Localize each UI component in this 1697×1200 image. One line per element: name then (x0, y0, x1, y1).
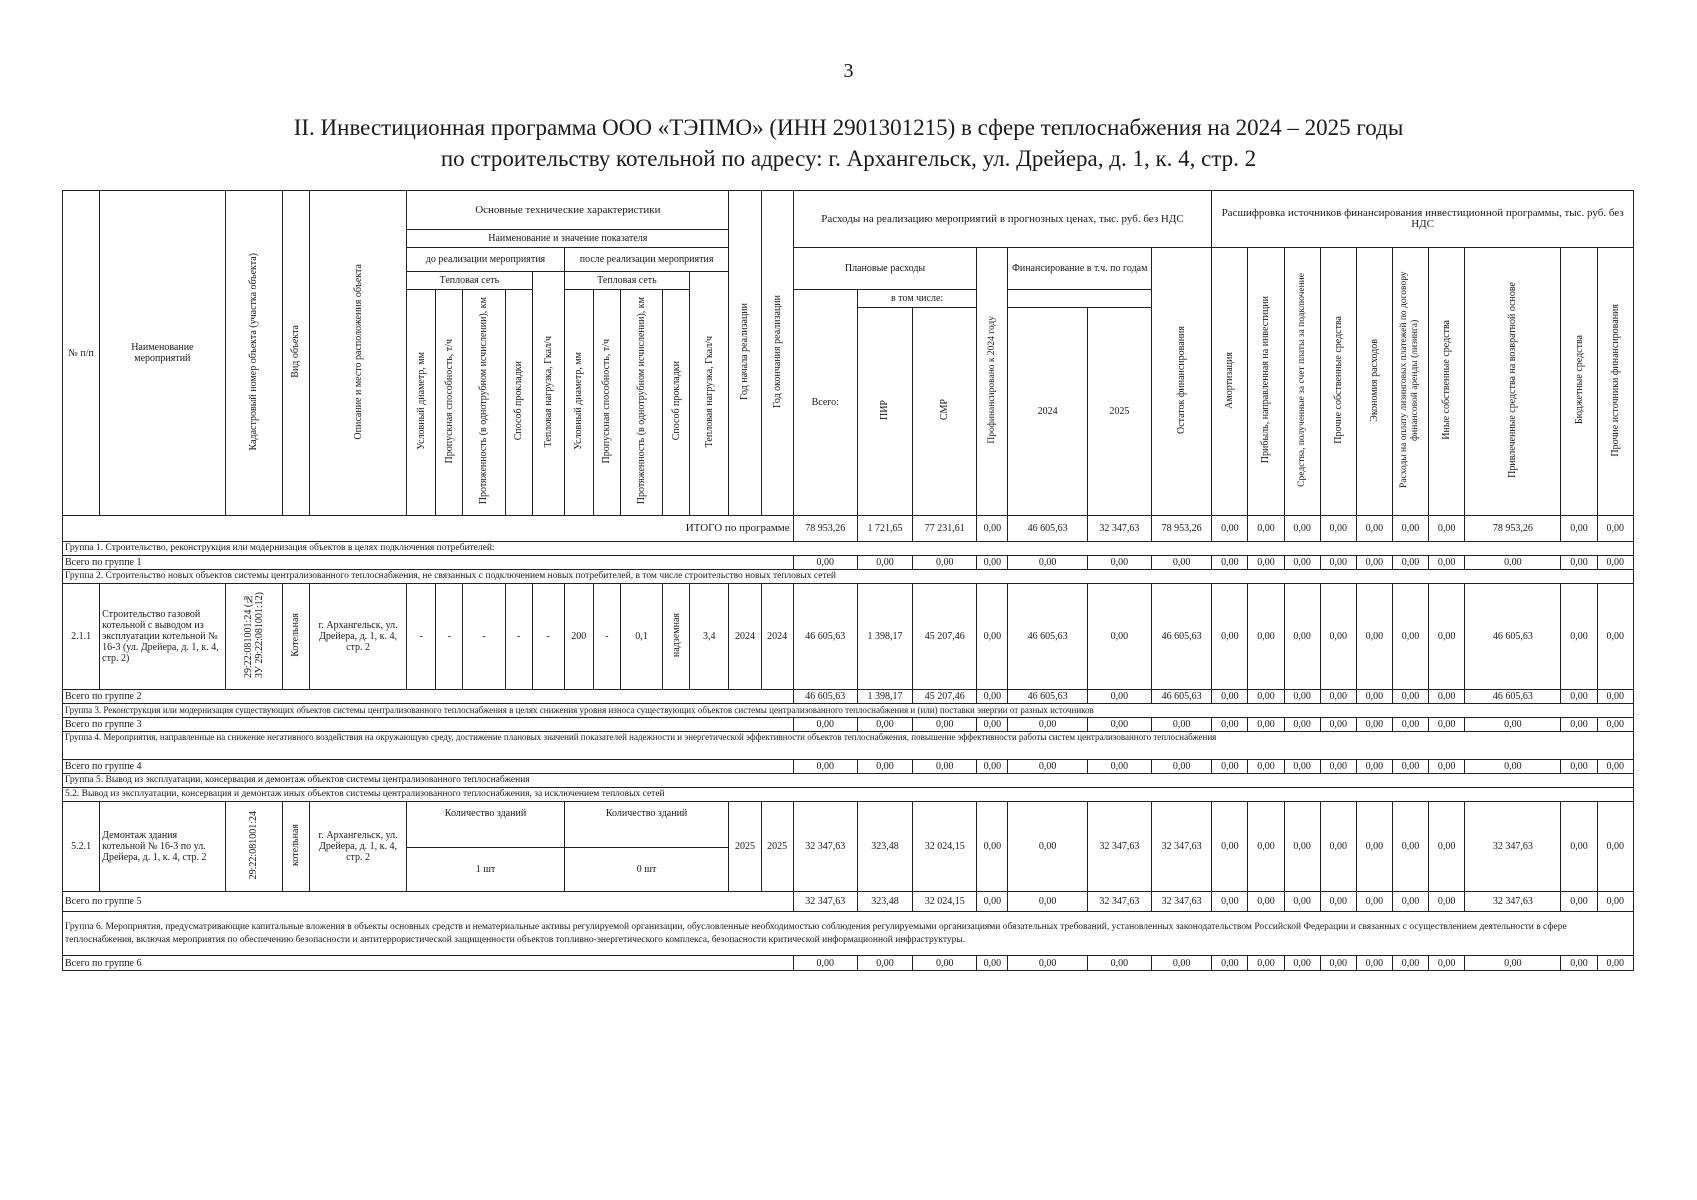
group-2-value: 0,00 (1561, 690, 1597, 704)
item-5-2-1-before-label: Количество зданий (407, 802, 565, 848)
group-2-value: 0,00 (1597, 690, 1633, 704)
group-2-value: 0,00 (1320, 690, 1356, 704)
item-2-1-1-before-value: - (463, 584, 505, 690)
header-smr: СМР (913, 308, 977, 516)
item-2-1-1-value: 0,00 (1320, 584, 1356, 690)
group-4-value: 0,00 (1087, 760, 1151, 774)
group-1-total-label: Всего по группе 1 (63, 556, 794, 570)
group-6-total-row (63, 956, 1634, 971)
group-3-value: 0,00 (1465, 718, 1561, 732)
group-2-value: 0,00 (1248, 690, 1284, 704)
group-2-value: 46 605,63 (1151, 690, 1211, 704)
itogo-value: 0,00 (1248, 516, 1284, 542)
group-1-value: 0,00 (793, 556, 857, 570)
group-3-value: 0,00 (1087, 718, 1151, 732)
itogo-value: 1 721,65 (857, 516, 912, 542)
group-2-value: 0,00 (1212, 690, 1248, 704)
group-6-value: 0,00 (1429, 956, 1465, 971)
group-2-value: 0,00 (1087, 690, 1151, 704)
group-6-value: 0,00 (1356, 956, 1392, 971)
item-2-1-1-year-end: 2024 (761, 584, 793, 690)
group-1-label: Группа 1. Строительство, реконструкция или модернизация объектов в целях подключения потребителей: (63, 542, 1634, 556)
group-1-value: 0,00 (977, 556, 1008, 570)
group-3-value: 0,00 (793, 718, 857, 732)
group-5-value: 323,48 (857, 892, 912, 912)
header-cadastral: Кадастровый номер объекта (участка объекта) (225, 191, 282, 516)
item-2-1-1-year-start: 2024 (729, 584, 761, 690)
header-desc: Описание и место расположения объекта (309, 191, 406, 516)
group-4-value: 0,00 (1212, 760, 1248, 774)
group-3-value: 0,00 (1320, 718, 1356, 732)
item-5-2-1-desc: г. Архангельск, ул. Дрейера, д. 1, к. 4, стр. 2 (309, 802, 406, 892)
item-2-1-1-value: 0,00 (1597, 584, 1633, 690)
group-4-value: 0,00 (1392, 760, 1428, 774)
group-3-total-row (63, 718, 1634, 732)
group-6-value: 0,00 (793, 956, 857, 971)
header-length-before: Протяженность (в однотрубном исчислении), км (463, 290, 505, 516)
group-1-value: 0,00 (1284, 556, 1320, 570)
item-5-2-1-after-value: 0 шт (564, 848, 729, 892)
group-3-value: 0,00 (1597, 718, 1633, 732)
group-3-value: 0,00 (913, 718, 977, 732)
item-2-1-1-type: Котельная (282, 584, 309, 690)
item-2-1-1-value: 0,00 (1284, 584, 1320, 690)
item-5-2-1-value: 0,00 (1284, 802, 1320, 892)
itogo-value: 78 953,26 (1465, 516, 1561, 542)
group-5-value: 0,00 (1248, 892, 1284, 912)
group-4-total-row (63, 760, 1634, 774)
item-5-2-1-value: 32 347,63 (1465, 802, 1561, 892)
group-3-value: 0,00 (1151, 718, 1211, 732)
item-2-1-1-after-diam: 200 (564, 584, 593, 690)
group-4-total-label: Всего по группе 4 (63, 760, 794, 774)
group-5-value: 32 347,63 (793, 892, 857, 912)
item-5-2-1-value: 0,00 (1212, 802, 1248, 892)
group-4-value: 0,00 (1429, 760, 1465, 774)
item-5-2-1-value: 0,00 (1561, 802, 1597, 892)
item-5-2-1-value: 0,00 (1392, 802, 1428, 892)
group-3-value: 0,00 (977, 718, 1008, 732)
group-3-value: 0,00 (1284, 718, 1320, 732)
group-2-value: 0,00 (1356, 690, 1392, 704)
header-total: Всего: (793, 290, 857, 516)
group-3-value: 0,00 (1008, 718, 1087, 732)
header-laying-before: Способ прокладки (505, 290, 532, 516)
itogo-value: 0,00 (1429, 516, 1465, 542)
item-5-2-1-value: 0,00 (1248, 802, 1284, 892)
group-3-value: 0,00 (1392, 718, 1428, 732)
group-1-value: 0,00 (1008, 556, 1087, 570)
item-5-2-1-value: 0,00 (1320, 802, 1356, 892)
header-pir: ПИР (857, 308, 912, 516)
item-2-1-1-name: Строительство газовой котельной с выводом из эксплуатации котельной № 16-3 (ул. Дрейера, д. 1, к. 4, стр. 2) (100, 584, 225, 690)
group-5-value: 0,00 (1356, 892, 1392, 912)
header-load-before: Тепловая нагрузка, Гкал/ч (532, 272, 564, 516)
itogo-value: 77 231,61 (913, 516, 977, 542)
group-1-value: 0,00 (1465, 556, 1561, 570)
item-2-1-1-value: 0,00 (977, 584, 1008, 690)
header-year-start: Год начала реализации (729, 191, 761, 516)
itogo-value: 78 953,26 (793, 516, 857, 542)
group-1-value: 0,00 (1087, 556, 1151, 570)
group-2-total-row (63, 690, 1634, 704)
header-planned: Плановые расходы (793, 248, 977, 290)
header-indicator: Наименование и значение показателя (407, 230, 729, 248)
group-1-value: 0,00 (1597, 556, 1633, 570)
group-2-total-label: Всего по группе 2 (63, 690, 794, 704)
group-4-value: 0,00 (1597, 760, 1633, 774)
item-2-1-1-after-laying: надземная (663, 584, 690, 690)
item-5-2-1-value: 0,00 (1597, 802, 1633, 892)
item-5-2-1-value: 0,00 (1356, 802, 1392, 892)
item-5-2-1-type: котельная (282, 802, 309, 892)
item-2-1-1-after-load: 3,4 (690, 584, 729, 690)
item-2-1-1-value: 46 605,63 (1465, 584, 1561, 690)
group-5-value: 0,00 (977, 892, 1008, 912)
group-1-value: 0,00 (1248, 556, 1284, 570)
itogo-value: 0,00 (1320, 516, 1356, 542)
group-3-value: 0,00 (1356, 718, 1392, 732)
group-6-value: 0,00 (1597, 956, 1633, 971)
item-2-1-1-desc: г. Архангельск, ул. Дрейера, д. 1, к. 4, стр. 2 (309, 584, 406, 690)
header-sources: Расшифровка источников финансирования инвестиционной программы, тыс. руб. без НДС (1212, 191, 1634, 248)
itogo-value: 0,00 (1284, 516, 1320, 542)
group-2-value: 46 605,63 (793, 690, 857, 704)
group-2-value: 0,00 (1284, 690, 1320, 704)
item-2-1-1-value: 46 605,63 (1151, 584, 1211, 690)
header-year-end: Год окончания реализации (761, 191, 793, 516)
header-name: Наименование мероприятий (100, 191, 225, 516)
group-2-value: 0,00 (977, 690, 1008, 704)
header-prefin: Профинансировано к 2024 году (977, 248, 1008, 516)
page-number: 3 (843, 60, 854, 82)
item-2-1-1-value: 0,00 (1212, 584, 1248, 690)
group-5-value: 0,00 (1561, 892, 1597, 912)
group-3-value: 0,00 (1212, 718, 1248, 732)
group-1-value: 0,00 (1561, 556, 1597, 570)
group-5-value: 0,00 (1284, 892, 1320, 912)
group-3-label: Группа 3. Реконструкция или модернизация существующих объектов системы централизованного теплоснабжения в целях снижения уровня износа существующих объектов системы централизованного теплоснабжения и (или) поставки энергии от разных источников (63, 704, 1634, 718)
header-other-own2: Иные собственные средства (1429, 248, 1465, 516)
group-4-value: 0,00 (1465, 760, 1561, 774)
header-capacity-before: Пропускная способность, т/ч (436, 290, 463, 516)
group-2-item-row (63, 584, 1634, 690)
group-6-value: 0,00 (857, 956, 912, 971)
item-2-1-1-value: 0,00 (1429, 584, 1465, 690)
group-4-value: 0,00 (913, 760, 977, 774)
group-2-value: 0,00 (1429, 690, 1465, 704)
group-3-value: 0,00 (1429, 718, 1465, 732)
group-6-value: 0,00 (1008, 956, 1087, 971)
header-capacity-after: Пропускная способность, т/ч (593, 290, 620, 516)
item-5-2-1-value: 32 024,15 (913, 802, 977, 892)
group-6-value: 0,00 (1151, 956, 1211, 971)
group-4-value: 0,00 (793, 760, 857, 774)
itogo-value: 0,00 (977, 516, 1008, 542)
header-tech: Основные технические характеристики (407, 191, 729, 230)
group-6-value: 0,00 (1320, 956, 1356, 971)
group-6-total-label: Всего по группе 6 (63, 956, 794, 971)
group-1-value: 0,00 (1212, 556, 1248, 570)
group-4-value: 0,00 (977, 760, 1008, 774)
item-2-1-1-value: 45 207,46 (913, 584, 977, 690)
group-6-value: 0,00 (977, 956, 1008, 971)
item-2-1-1-num: 2.1.1 (63, 584, 100, 690)
group-4-value: 0,00 (1248, 760, 1284, 774)
group-6-value: 0,00 (1392, 956, 1428, 971)
item-2-1-1-cadastral: 29:22:081001:24 (№ ЗУ 29:22:081001:12) (225, 584, 282, 690)
group-6-value: 0,00 (913, 956, 977, 971)
group-2-value: 46 605,63 (1465, 690, 1561, 704)
investment-program-table (62, 190, 1634, 971)
item-5-2-1-value: 32 347,63 (1151, 802, 1211, 892)
group-5-value: 0,00 (1212, 892, 1248, 912)
title-line-1: II. Инвестиционная программа ООО «ТЭПМО» (ИНН 2901301215) в сфере теплоснабжения на 2024 – 2025 годы (293, 115, 1404, 140)
item-5-2-1-value: 0,00 (977, 802, 1008, 892)
group-5-value: 32 024,15 (913, 892, 977, 912)
item-2-1-1-value: 1 398,17 (857, 584, 912, 690)
item-2-1-1-before-value: - (505, 584, 532, 690)
header-2025: 2025 (1087, 308, 1151, 516)
itogo-value: 0,00 (1597, 516, 1633, 542)
group-5-value: 0,00 (1392, 892, 1428, 912)
group-2-value: 0,00 (1392, 690, 1428, 704)
header-load-after: Тепловая нагрузка, Гкал/ч (690, 272, 729, 516)
header-connect-fee: Средства, полученные за счет платы за подключение (1284, 248, 1320, 516)
header-length-after: Протяженность (в однотрубном исчислении), км (620, 290, 662, 516)
group-3-value: 0,00 (1248, 718, 1284, 732)
group-2-value: 45 207,46 (913, 690, 977, 704)
header-budget: Бюджетные средства (1561, 248, 1597, 516)
item-2-1-1-after-length: 0,1 (620, 584, 662, 690)
item-5-2-1-num: 5.2.1 (63, 802, 100, 892)
header-num: № п/п (63, 191, 100, 516)
header-other-own: Прочие собственные средства (1320, 248, 1356, 516)
header-profit: Прибыль, направленная на инвестиции (1248, 248, 1284, 516)
group-3-value: 0,00 (857, 718, 912, 732)
header-amort: Амортизация (1212, 248, 1248, 516)
group-1-value: 0,00 (857, 556, 912, 570)
itogo-row (63, 516, 1634, 542)
group-2-value: 46 605,63 (1008, 690, 1087, 704)
item-2-1-1-before-value: - (532, 584, 564, 690)
group-5-value: 0,00 (1008, 892, 1087, 912)
group-4-value: 0,00 (1320, 760, 1356, 774)
group-1-value: 0,00 (1320, 556, 1356, 570)
itogo-value: 0,00 (1356, 516, 1392, 542)
item-2-1-1-value: 0,00 (1356, 584, 1392, 690)
group-5-sub-label: 5.2. Вывод из эксплуатации, консервация и демонтаж иных объектов системы централизованного теплоснабжения, за исключением тепловых сетей (63, 788, 1634, 802)
itogo-value: 0,00 (1212, 516, 1248, 542)
group-6-value: 0,00 (1284, 956, 1320, 971)
group-5-total-row (63, 892, 1634, 912)
group-5-item-row (63, 802, 1634, 848)
header-laying-after: Способ прокладки (663, 290, 690, 516)
item-2-1-1-value: 0,00 (1561, 584, 1597, 690)
group-5-value: 32 347,63 (1465, 892, 1561, 912)
item-5-2-1-value: 323,48 (857, 802, 912, 892)
group-5-value: 0,00 (1429, 892, 1465, 912)
group-6-value: 0,00 (1465, 956, 1561, 971)
group-1-value: 0,00 (1356, 556, 1392, 570)
header-savings: Экономия расходов (1356, 248, 1392, 516)
group-2-value: 1 398,17 (857, 690, 912, 704)
group-6-value: 0,00 (1248, 956, 1284, 971)
item-5-2-1-value: 0,00 (1429, 802, 1465, 892)
header-diam-after: Условный диаметр, мм (564, 290, 593, 516)
header-network-before: Тепловая сеть (407, 272, 532, 290)
group-5-total-label: Всего по группе 5 (63, 892, 794, 912)
group-3-value: 0,00 (1561, 718, 1597, 732)
group-5-value: 32 347,63 (1151, 892, 1211, 912)
item-5-2-1-name: Демонтаж здания котельной № 16-3 по ул. Дрейера, д. 1, к. 4, стр. 2 (100, 802, 225, 892)
item-2-1-1-value: 46 605,63 (793, 584, 857, 690)
itogo-value: 0,00 (1392, 516, 1428, 542)
group-4-value: 0,00 (1284, 760, 1320, 774)
group-1-value: 0,00 (1429, 556, 1465, 570)
group-4-label: Группа 4. Мероприятия, направленные на снижение негативного воздействия на окружающую среду, достижение плановых значений показателей надежности и энергетической эффективности объектов теплоснабжения, повышение эффективности работы систем централизованного теплоснабжения (63, 732, 1634, 760)
header-type: Вид объекта (282, 191, 309, 516)
item-2-1-1-value: 0,00 (1248, 584, 1284, 690)
group-5-value: 0,00 (1597, 892, 1633, 912)
item-2-1-1-before-value: - (436, 584, 463, 690)
itogo-value: 78 953,26 (1151, 516, 1211, 542)
item-5-2-1-value: 32 347,63 (793, 802, 857, 892)
item-5-2-1-before-value: 1 шт (407, 848, 565, 892)
header-after: после реализации мероприятия (564, 248, 729, 272)
group-1-total-row (63, 556, 1634, 570)
header-remainder: Остаток финансирования (1151, 248, 1211, 516)
group-2-label: Группа 2. Строительство новых объектов системы централизованного теплоснабжения, не связанных с подключением новых потребителей, в том числе строительство новых тепловых сетей (63, 570, 1634, 584)
header-other-src: Прочие источники финансирования (1597, 248, 1633, 516)
itogo-value: 0,00 (1561, 516, 1597, 542)
header-2024: 2024 (1008, 308, 1087, 516)
group-6-value: 0,00 (1561, 956, 1597, 971)
group-1-value: 0,00 (1151, 556, 1211, 570)
item-2-1-1-value: 46 605,63 (1008, 584, 1087, 690)
item-5-2-1-value: 0,00 (1008, 802, 1087, 892)
group-5-value: 0,00 (1320, 892, 1356, 912)
group-4-value: 0,00 (1008, 760, 1087, 774)
group-3-total-label: Всего по группе 3 (63, 718, 794, 732)
group-1-value: 0,00 (913, 556, 977, 570)
item-2-1-1-before-value: - (407, 584, 436, 690)
group-5-value: 32 347,63 (1087, 892, 1151, 912)
title-line-2: по строительству котельной по адресу: г. Архангельск, ул. Дрейера, д. 1, к. 4, стр. 2 (440, 146, 1257, 171)
header-before: до реализации мероприятия (407, 248, 565, 272)
group-4-value: 0,00 (1561, 760, 1597, 774)
item-2-1-1-value: 0,00 (1087, 584, 1151, 690)
group-6-value: 0,00 (1212, 956, 1248, 971)
header-borrowed: Привлеченные средства на возвратной основе (1465, 248, 1561, 516)
item-5-2-1-value: 32 347,63 (1087, 802, 1151, 892)
item-2-1-1-after-capacity: - (593, 584, 620, 690)
document-title (0, 112, 1697, 174)
header-financing: Финансирование в т.ч. по годам (1008, 248, 1152, 290)
item-2-1-1-value: 0,00 (1392, 584, 1428, 690)
itogo-value: 46 605,63 (1008, 516, 1087, 542)
group-4-value: 0,00 (857, 760, 912, 774)
header-diam-before: Условный диаметр, мм (407, 290, 436, 516)
item-5-2-1-cadastral: 29:22:081001:24 (225, 802, 282, 892)
item-5-2-1-year-end: 2025 (761, 802, 793, 892)
group-5-label: Группа 5. Вывод из эксплуатации, консервация и демонтаж объектов системы централизованного теплоснабжения (63, 774, 1634, 788)
itogo-label: ИТОГО по программе (63, 516, 794, 542)
group-6-value: 0,00 (1087, 956, 1151, 971)
header-network-after: Тепловая сеть (564, 272, 689, 290)
header-incl: в том числе: (857, 290, 976, 308)
item-5-2-1-after-label: Количество зданий (564, 802, 729, 848)
group-4-value: 0,00 (1356, 760, 1392, 774)
group-4-value: 0,00 (1151, 760, 1211, 774)
item-5-2-1-year-start: 2025 (729, 802, 761, 892)
header-leasing: Расходы на оплату лизинговых платежей по договору финансовой аренды (лизинга) (1392, 248, 1428, 516)
itogo-value: 32 347,63 (1087, 516, 1151, 542)
group-1-value: 0,00 (1392, 556, 1428, 570)
header-costs: Расходы на реализацию мероприятий в прогнозных ценах, тыс. руб. без НДС (793, 191, 1212, 248)
group-6-label: Группа 6. Мероприятия, предусматривающие капитальные вложения в объекты основных средств и нематериальные активы регулируемой организации, обусловленные необходимостью соблюдения регулируемыми организациями обязательных требований, установленных законодательством Российской Федерации и связанных с осуществлением деятельности в сфере теплоснабжения, включая мероприятия по обеспечению безопасности и антитеррористической защищенности объектов топливно-энергетического комплекса, безопасности критической информационной инфраструктуры. (63, 912, 1634, 956)
